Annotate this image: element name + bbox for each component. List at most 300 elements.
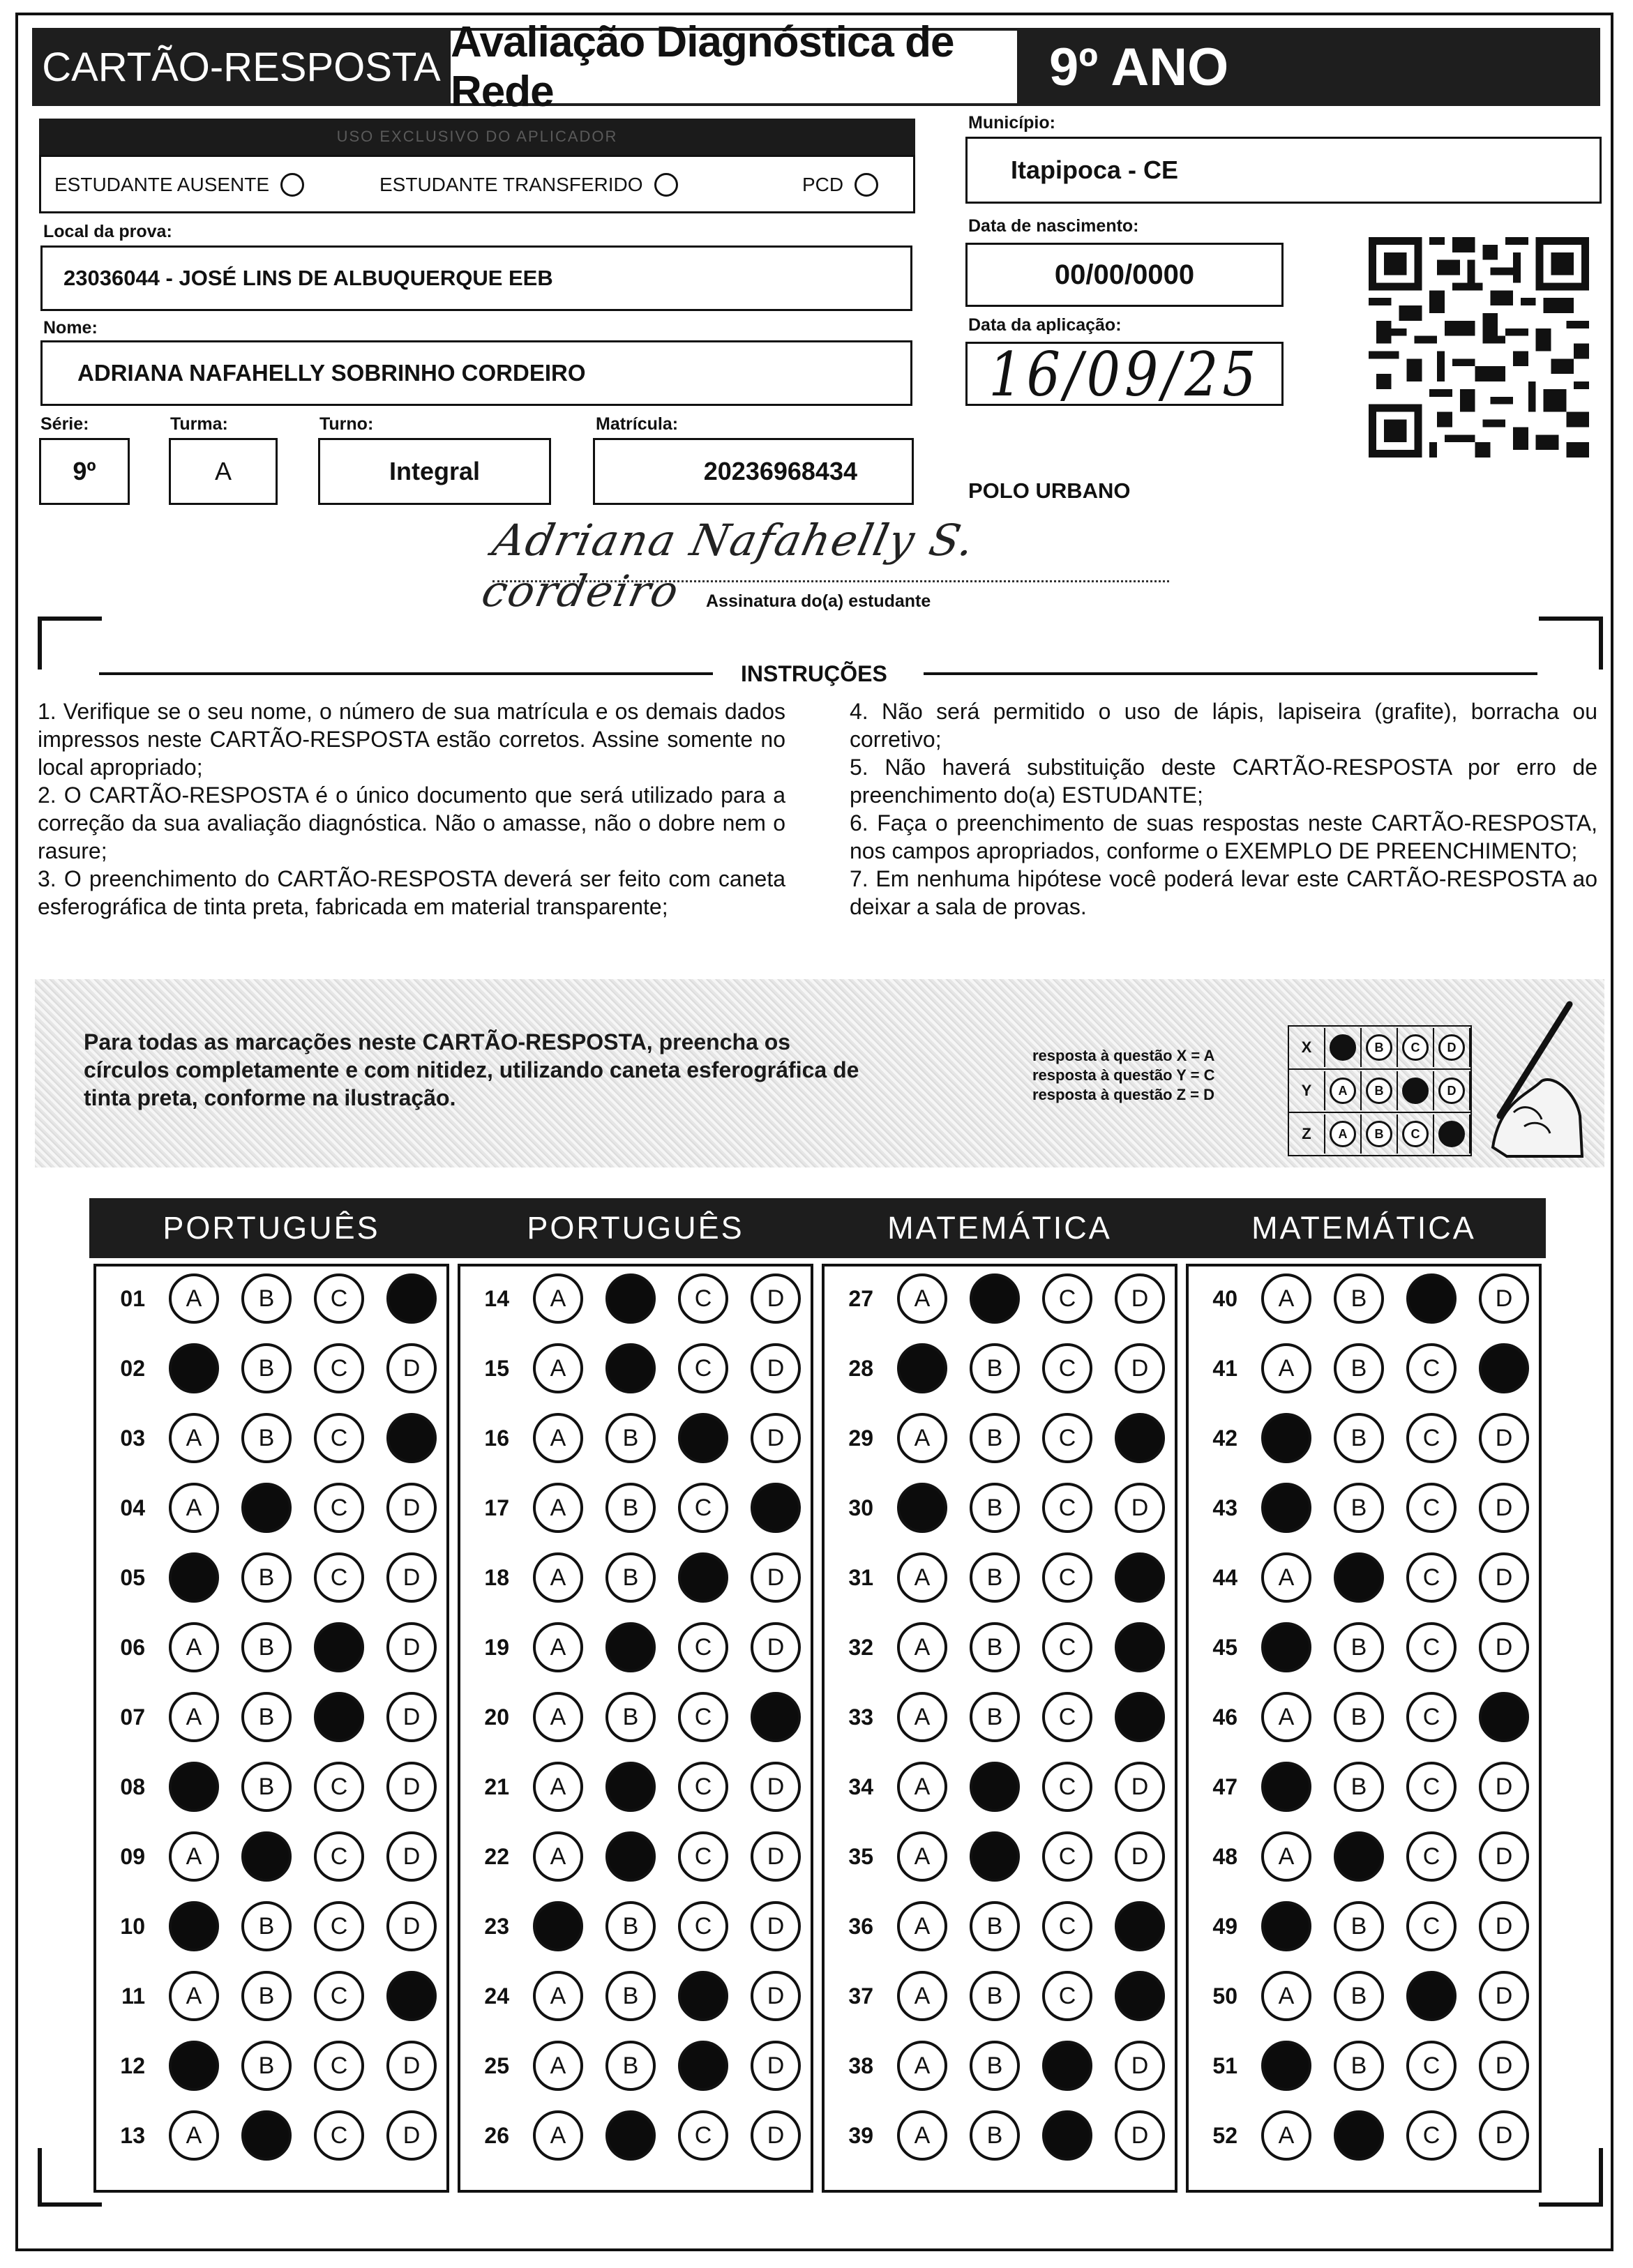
example-bubble: C: [1402, 1034, 1429, 1061]
example-row-label: Z: [1289, 1114, 1325, 1154]
answer-bubble-d[interactable]: D: [1115, 1483, 1165, 1533]
nome-value: ADRIANA NAFAHELLY SOBRINHO CORDEIRO: [77, 360, 586, 386]
question-number: 03: [120, 1425, 145, 1451]
example-row-label: X: [1289, 1028, 1325, 1067]
nascimento-value: 00/00/0000: [1054, 259, 1195, 290]
answer-bubble-d[interactable]: D: [386, 1692, 437, 1742]
answer-bubble-c[interactable]: C: [1406, 1413, 1457, 1463]
answer-bubble-a[interactable]: A: [897, 1971, 947, 2021]
answer-bubble-d[interactable]: [386, 1971, 437, 2021]
answer-bubble-d[interactable]: D: [751, 1622, 801, 1672]
answer-bubble-c[interactable]: [1042, 2110, 1092, 2161]
turno-field: [318, 438, 551, 505]
grade-title: 9º ANO: [1017, 28, 1600, 106]
answer-bubble-a[interactable]: A: [1261, 1343, 1311, 1393]
answer-bubble-d[interactable]: D: [386, 2110, 437, 2161]
answer-bubble-d[interactable]: D: [1479, 1622, 1529, 1672]
instructions-right: [850, 697, 1597, 921]
answer-bubble-c[interactable]: C: [1406, 2041, 1457, 2091]
answer-bubble-c[interactable]: C: [314, 1413, 364, 1463]
answer-bubble-c[interactable]: C: [314, 1971, 364, 2021]
answer-bubble-b[interactable]: [241, 2110, 292, 2161]
answer-bubble-a[interactable]: [169, 1901, 219, 1951]
answer-bubble-b[interactable]: B: [970, 1901, 1020, 1951]
answer-bubble-d[interactable]: D: [1115, 2110, 1165, 2161]
answer-bubble-c[interactable]: C: [1042, 1413, 1092, 1463]
example-bubble: A: [1330, 1121, 1356, 1147]
question-row: [102, 1619, 437, 1675]
corner-mark-top-right: [1539, 617, 1603, 670]
answer-bubble-d[interactable]: D: [386, 1343, 437, 1393]
question-number: 14: [484, 1285, 509, 1311]
answer-bubble-a[interactable]: [169, 1762, 219, 1812]
answer-bubble-c[interactable]: C: [678, 1343, 728, 1393]
answer-bubble-d[interactable]: D: [751, 1762, 801, 1812]
answer-bubble-a[interactable]: A: [897, 1413, 947, 1463]
local-value: 23036044 - JOSÉ LINS DE ALBUQUERQUE EEB: [63, 266, 553, 290]
answer-bubble-a[interactable]: [533, 1901, 583, 1951]
answer-bubble-c[interactable]: C: [314, 1762, 364, 1812]
corner-mark-top-left: [38, 617, 102, 670]
question-number: 07: [120, 1704, 145, 1730]
answer-bubble-b[interactable]: [241, 1483, 292, 1533]
answer-bubble-a[interactable]: [1261, 1901, 1311, 1951]
answer-bubble-c[interactable]: C: [314, 1273, 364, 1324]
instruction-6: 6. Faça o preenchimento de suas respostas neste CARTÃO-RESPOSTA, nos campos apropriados, conforme o EXEMPLO DE PREENCHIMENTO;: [850, 810, 1597, 863]
answer-bubble-d[interactable]: D: [751, 1971, 801, 2021]
instruction-3: 3. O preenchimento do CARTÃO-RESPOSTA deverá ser feito com caneta esferográfica de tinta preta, fabricada em material transparente;: [38, 866, 785, 919]
answer-bubble-a[interactable]: A: [533, 1831, 583, 1882]
answer-bubble-c[interactable]: [1042, 2041, 1092, 2091]
answer-bubble-d[interactable]: D: [386, 1552, 437, 1603]
answer-bubble-c[interactable]: C: [678, 1762, 728, 1812]
answer-bubble-a[interactable]: A: [533, 1622, 583, 1672]
answer-bubble-b[interactable]: B: [1334, 1622, 1384, 1672]
answer-bubble-c[interactable]: C: [1042, 1273, 1092, 1324]
answer-bubble-b[interactable]: B: [970, 1343, 1020, 1393]
answer-bubble-b[interactable]: [1334, 1831, 1384, 1882]
answer-bubble-c[interactable]: [678, 2041, 728, 2091]
turma-label: Turma:: [170, 414, 228, 434]
answer-bubble-c[interactable]: C: [314, 1552, 364, 1603]
answer-bubble-a[interactable]: A: [533, 1971, 583, 2021]
answer-bubble-d[interactable]: D: [1479, 1552, 1529, 1603]
aplicacao-value: 16/09/25: [988, 338, 1261, 410]
turno-value: Integral: [389, 457, 481, 485]
answer-bubble-d[interactable]: D: [1479, 1901, 1529, 1951]
answer-bubble-b[interactable]: [970, 1831, 1020, 1882]
question-number: 01: [120, 1285, 145, 1311]
answer-bubble-b[interactable]: [605, 1273, 656, 1324]
question-number: 48: [1212, 1843, 1237, 1869]
question-number: 51: [1212, 2052, 1237, 2078]
example-cell: [1434, 1114, 1470, 1154]
question-number: 21: [484, 1774, 509, 1799]
answer-bubble-c[interactable]: C: [678, 1483, 728, 1533]
question-number: 44: [1212, 1564, 1237, 1590]
question-row: [830, 1480, 1165, 1536]
answer-bubble-a[interactable]: A: [533, 1273, 583, 1324]
answer-bubble-b[interactable]: B: [605, 1901, 656, 1951]
answer-bubble-a[interactable]: A: [1261, 1552, 1311, 1603]
answer-bubble-b[interactable]: B: [241, 1622, 292, 1672]
answer-bubble-b[interactable]: B: [241, 1552, 292, 1603]
answer-bubble-d[interactable]: [1479, 1343, 1529, 1393]
answer-bubble-a[interactable]: A: [897, 1273, 947, 1324]
serie-label: Série:: [40, 414, 89, 434]
answer-bubble-d[interactable]: D: [751, 2110, 801, 2161]
answer-bubble-b[interactable]: B: [241, 1762, 292, 1812]
answer-bubble-d[interactable]: D: [1115, 2041, 1165, 2091]
answer-bubble-c[interactable]: C: [314, 1343, 364, 1393]
answer-bubble-b[interactable]: B: [241, 1971, 292, 2021]
answer-bubble-c[interactable]: C: [1406, 1692, 1457, 1742]
answer-bubble-d[interactable]: D: [1479, 2110, 1529, 2161]
legend-z: resposta à questão Z = D: [1032, 1086, 1215, 1103]
answer-bubble-b[interactable]: [605, 1831, 656, 1882]
answer-bubble-b[interactable]: B: [241, 1343, 292, 1393]
answer-bubble-c[interactable]: C: [1406, 1343, 1457, 1393]
answer-bubble-b[interactable]: B: [241, 2041, 292, 2091]
answer-bubble-d[interactable]: [751, 1483, 801, 1533]
signature-line: [492, 580, 1169, 582]
answer-bubble-a[interactable]: A: [533, 2110, 583, 2161]
answer-bubble-c[interactable]: C: [1042, 1622, 1092, 1672]
answer-bubble-c[interactable]: C: [1042, 1692, 1092, 1742]
question-row: [830, 1898, 1165, 1954]
answer-bubble-b[interactable]: B: [1334, 1901, 1384, 1951]
question-row: [466, 1340, 801, 1396]
answer-bubble-d[interactable]: D: [1479, 1762, 1529, 1812]
answer-bubble-b[interactable]: B: [605, 2041, 656, 2091]
answer-bubble-c[interactable]: C: [1406, 2110, 1457, 2161]
answer-bubble-a[interactable]: A: [533, 1483, 583, 1533]
example-bubble: D: [1438, 1078, 1465, 1104]
answer-bubble-d[interactable]: [386, 1413, 437, 1463]
question-number: 04: [120, 1495, 145, 1520]
answer-bubble-c[interactable]: C: [1042, 1971, 1092, 2021]
answer-bubble-d[interactable]: [1115, 1552, 1165, 1603]
question-number: 31: [848, 1564, 873, 1590]
question-row: [830, 1689, 1165, 1745]
answer-bubble-d[interactable]: [1115, 1413, 1165, 1463]
answer-bubble-c[interactable]: C: [678, 1831, 728, 1882]
answer-bubble-c[interactable]: C: [1042, 1831, 1092, 1882]
answer-bubble-d[interactable]: D: [1115, 1762, 1165, 1812]
question-row: [466, 1271, 801, 1326]
aplicacao-field: [965, 338, 1284, 410]
instruction-2: 2. O CARTÃO-RESPOSTA é o único documento que será utilizado para a correção da sua avaliação diagnóstica. Não o amasse, não o dobre nem o rasure;: [38, 783, 785, 863]
answer-bubble-a[interactable]: [169, 1552, 219, 1603]
legend-x: resposta à questão X = A: [1032, 1047, 1215, 1064]
answer-bubble-c[interactable]: C: [678, 2110, 728, 2161]
question-row: [466, 1550, 801, 1605]
applicator-only-label: USO EXCLUSIVO DO APLICADOR: [39, 119, 915, 155]
answer-bubble-a[interactable]: A: [1261, 1692, 1311, 1742]
answer-bubble-a[interactable]: A: [533, 1552, 583, 1603]
answer-bubble-c[interactable]: [678, 1413, 728, 1463]
answer-bubble-a[interactable]: [897, 1483, 947, 1533]
answer-bubble-c[interactable]: C: [1406, 1483, 1457, 1533]
answer-bubble-b[interactable]: [970, 1762, 1020, 1812]
answer-bubble-a[interactable]: A: [1261, 1831, 1311, 1882]
answer-bubble-a[interactable]: A: [897, 1831, 947, 1882]
question-number: 24: [484, 1983, 509, 2009]
answer-bubble-c[interactable]: [1406, 1971, 1457, 2021]
answer-bubble-a[interactable]: A: [533, 1762, 583, 1812]
answer-bubble-c[interactable]: C: [678, 1901, 728, 1951]
answer-bubble-a[interactable]: [1261, 1483, 1311, 1533]
example-cell: [1362, 1071, 1398, 1110]
question-number: 02: [120, 1355, 145, 1381]
answer-bubble-a[interactable]: A: [533, 1343, 583, 1393]
answer-bubble-c[interactable]: C: [314, 1831, 364, 1882]
answer-bubble-b[interactable]: B: [241, 1901, 292, 1951]
question-row: [466, 1410, 801, 1466]
transferred-option[interactable]: [379, 173, 678, 197]
answer-bubble-a[interactable]: [1261, 1762, 1311, 1812]
question-number: 42: [1212, 1425, 1237, 1451]
answer-bubble-c[interactable]: [678, 1971, 728, 2021]
answer-bubble-c[interactable]: C: [1042, 1483, 1092, 1533]
section-answer-box: [93, 1264, 449, 2193]
question-number: 19: [484, 1634, 509, 1660]
answer-bubble-b[interactable]: B: [1334, 1413, 1384, 1463]
answer-bubble-a[interactable]: A: [169, 1692, 219, 1742]
example-bubble: B: [1366, 1034, 1392, 1061]
answer-bubble-d[interactable]: D: [386, 1622, 437, 1672]
question-row: [102, 1689, 437, 1745]
answer-bubble-a[interactable]: [169, 2041, 219, 2091]
question-row: [1194, 1480, 1529, 1536]
answer-bubble-a[interactable]: A: [1261, 1273, 1311, 1324]
answer-bubble-d[interactable]: [386, 1273, 437, 1324]
answer-bubble-b[interactable]: B: [970, 1971, 1020, 2021]
answer-bubble-c[interactable]: C: [1042, 1552, 1092, 1603]
answer-bubble-d[interactable]: D: [1479, 2041, 1529, 2091]
answer-bubble-a[interactable]: A: [897, 1762, 947, 1812]
answer-bubble-b[interactable]: B: [970, 1413, 1020, 1463]
answer-bubble-b[interactable]: B: [970, 1483, 1020, 1533]
answer-bubble-d[interactable]: [1115, 1622, 1165, 1672]
answer-bubble-d[interactable]: [1479, 1692, 1529, 1742]
answer-bubble-b[interactable]: B: [970, 2110, 1020, 2161]
answer-bubble-b[interactable]: [605, 1343, 656, 1393]
example-cell: [1362, 1114, 1398, 1154]
answer-bubble-a[interactable]: A: [533, 1413, 583, 1463]
serie-value: 9º: [73, 457, 96, 485]
answer-bubble-c[interactable]: [678, 1552, 728, 1603]
answer-bubble-b[interactable]: B: [605, 1971, 656, 2021]
answer-bubble-c[interactable]: C: [1042, 1762, 1092, 1812]
answer-bubble-c[interactable]: C: [1406, 1762, 1457, 1812]
answer-bubble-b[interactable]: B: [1334, 1483, 1384, 1533]
question-row: [102, 1829, 437, 1884]
question-row: [1194, 1898, 1529, 1954]
question-row: [466, 1689, 801, 1745]
question-row: [1194, 1550, 1529, 1605]
answer-bubble-d[interactable]: D: [751, 2041, 801, 2091]
answer-bubble-a[interactable]: A: [169, 1413, 219, 1463]
answer-bubble-c[interactable]: C: [1406, 1552, 1457, 1603]
answer-bubble-c[interactable]: [314, 1692, 364, 1742]
answer-bubble-a[interactable]: A: [1261, 1971, 1311, 2021]
absent-bubble[interactable]: [280, 173, 304, 197]
answer-bubble-b[interactable]: B: [1334, 1343, 1384, 1393]
transferred-bubble[interactable]: [654, 173, 678, 197]
answer-bubble-c[interactable]: C: [314, 1483, 364, 1533]
answer-bubble-c[interactable]: [314, 1622, 364, 1672]
answer-bubble-c[interactable]: C: [314, 1901, 364, 1951]
answer-bubble-c[interactable]: C: [1042, 1343, 1092, 1393]
answer-bubble-a[interactable]: A: [897, 1901, 947, 1951]
answer-bubble-b[interactable]: B: [970, 1622, 1020, 1672]
answer-bubble-b[interactable]: B: [1334, 2041, 1384, 2091]
answer-bubble-b[interactable]: B: [605, 1483, 656, 1533]
answer-bubble-b[interactable]: B: [605, 1552, 656, 1603]
answer-bubble-c[interactable]: [1406, 1273, 1457, 1324]
answer-bubble-d[interactable]: D: [751, 1413, 801, 1463]
answer-bubble-a[interactable]: [897, 1343, 947, 1393]
answer-bubble-b[interactable]: B: [970, 1552, 1020, 1603]
answer-bubble-d[interactable]: D: [1115, 1343, 1165, 1393]
question-row: [1194, 2108, 1529, 2163]
question-row: [830, 1968, 1165, 2024]
answer-bubble-b[interactable]: B: [241, 1413, 292, 1463]
question-number: 18: [484, 1564, 509, 1590]
answer-bubble-b[interactable]: B: [1334, 1692, 1384, 1742]
answer-bubble-a[interactable]: A: [533, 2041, 583, 2091]
answer-bubble-c[interactable]: C: [1042, 1901, 1092, 1951]
answer-bubble-d[interactable]: D: [1479, 1413, 1529, 1463]
answer-bubble-b[interactable]: [1334, 1552, 1384, 1603]
question-row: [830, 1759, 1165, 1815]
pcd-option[interactable]: [802, 173, 878, 197]
answer-bubble-b[interactable]: B: [241, 1692, 292, 1742]
instructions-left: [38, 697, 785, 921]
answer-bubble-a[interactable]: A: [897, 1622, 947, 1672]
answer-bubble-b[interactable]: B: [970, 2041, 1020, 2091]
question-row: [466, 1619, 801, 1675]
answer-bubble-d[interactable]: D: [386, 1483, 437, 1533]
answer-bubble-c[interactable]: C: [1406, 1622, 1457, 1672]
answer-bubble-d[interactable]: [1115, 1692, 1165, 1742]
answer-bubble-c[interactable]: C: [314, 2041, 364, 2091]
question-number: 29: [848, 1425, 873, 1451]
question-number: 05: [120, 1564, 145, 1590]
absent-option[interactable]: [54, 173, 304, 197]
answer-bubble-b[interactable]: B: [970, 1692, 1020, 1742]
answer-bubble-d[interactable]: D: [1115, 1831, 1165, 1882]
section-header: PORTUGUÊS: [89, 1198, 453, 1258]
answer-bubble-a[interactable]: A: [897, 2041, 947, 2091]
answer-bubble-c[interactable]: C: [678, 1273, 728, 1324]
answer-bubble-a[interactable]: [169, 1343, 219, 1393]
answer-bubble-a[interactable]: A: [169, 1622, 219, 1672]
fill-example-text: Para todas as marcações neste CARTÃO-RESPOSTA, preencha os círculos completamente e com nitidez, utilizando caneta esferográfica de tinta preta, conforme na ilustração.: [84, 1029, 859, 1110]
answer-bubble-d[interactable]: D: [751, 1552, 801, 1603]
answer-bubble-d[interactable]: [751, 1692, 801, 1742]
answer-bubble-a[interactable]: A: [897, 1692, 947, 1742]
answer-bubble-d[interactable]: D: [751, 1343, 801, 1393]
instructions-rule-right: [924, 672, 1537, 675]
pcd-label: PCD: [802, 174, 844, 195]
answer-bubble-d[interactable]: D: [751, 1831, 801, 1882]
answer-bubble-a[interactable]: A: [533, 1692, 583, 1742]
turma-field: [169, 438, 278, 505]
question-row: [102, 1968, 437, 2024]
answer-bubble-c[interactable]: C: [1406, 1831, 1457, 1882]
answer-bubble-c[interactable]: C: [678, 1692, 728, 1742]
answer-bubble-a[interactable]: A: [169, 1483, 219, 1533]
answer-bubble-a[interactable]: [1261, 1622, 1311, 1672]
answer-bubble-b[interactable]: [605, 2110, 656, 2161]
answer-bubble-b[interactable]: [1334, 2110, 1384, 2161]
example-cell: [1398, 1071, 1434, 1110]
answer-bubble-d[interactable]: D: [1479, 1831, 1529, 1882]
answer-bubble-a[interactable]: A: [169, 1971, 219, 2021]
answer-bubble-a[interactable]: A: [169, 2110, 219, 2161]
answer-bubble-a[interactable]: A: [897, 2110, 947, 2161]
local-label: Local da prova:: [43, 222, 172, 241]
answer-bubble-b[interactable]: B: [1334, 1971, 1384, 2021]
answer-bubble-a[interactable]: A: [169, 1831, 219, 1882]
question-number: 09: [120, 1843, 145, 1869]
answer-bubble-c[interactable]: C: [1406, 1901, 1457, 1951]
answer-bubble-b[interactable]: B: [605, 1413, 656, 1463]
fill-example-grid: [1288, 1025, 1472, 1156]
question-number: 22: [484, 1843, 509, 1869]
question-row: [1194, 1410, 1529, 1466]
answer-bubble-d[interactable]: D: [1479, 1971, 1529, 2021]
answer-bubble-d[interactable]: [1115, 1901, 1165, 1951]
answer-bubble-a[interactable]: A: [897, 1552, 947, 1603]
answer-bubble-b[interactable]: [605, 1762, 656, 1812]
answer-bubble-d[interactable]: D: [386, 1901, 437, 1951]
answer-bubble-a[interactable]: A: [169, 1273, 219, 1324]
answer-bubble-b[interactable]: [605, 1622, 656, 1672]
answer-bubble-d[interactable]: D: [1115, 1273, 1165, 1324]
answer-bubble-d[interactable]: D: [386, 1831, 437, 1882]
answer-bubble-d[interactable]: D: [751, 1273, 801, 1324]
answer-bubble-b[interactable]: [241, 1831, 292, 1882]
question-number: 27: [848, 1285, 873, 1311]
question-row: [466, 1829, 801, 1884]
question-row: [466, 1480, 801, 1536]
answer-bubble-d[interactable]: D: [1479, 1273, 1529, 1324]
answer-bubble-b[interactable]: B: [1334, 1762, 1384, 1812]
question-number: 52: [1212, 2122, 1237, 2148]
answer-bubble-d[interactable]: D: [386, 2041, 437, 2091]
answer-bubble-b[interactable]: B: [605, 1692, 656, 1742]
answer-bubble-b[interactable]: B: [241, 1273, 292, 1324]
answer-bubble-d[interactable]: D: [751, 1901, 801, 1951]
question-row: [830, 2038, 1165, 2094]
answer-bubble-b[interactable]: B: [1334, 1273, 1384, 1324]
answer-bubble-c[interactable]: C: [678, 1622, 728, 1672]
answer-bubble-a[interactable]: [1261, 2041, 1311, 2091]
answer-bubble-d[interactable]: [1115, 1971, 1165, 2021]
answer-bubble-d[interactable]: D: [1479, 1483, 1529, 1533]
answer-bubble-a[interactable]: [1261, 1413, 1311, 1463]
answer-bubble-b[interactable]: [970, 1273, 1020, 1324]
answer-bubble-a[interactable]: A: [1261, 2110, 1311, 2161]
pcd-bubble[interactable]: [855, 173, 878, 197]
answer-bubble-d[interactable]: D: [386, 1762, 437, 1812]
instruction-7: 7. Em nenhuma hipótese você poderá levar este CARTÃO-RESPOSTA ao deixar a sala de provas.: [850, 866, 1597, 919]
example-cell: [1325, 1114, 1362, 1154]
answer-bubble-c[interactable]: C: [314, 2110, 364, 2161]
